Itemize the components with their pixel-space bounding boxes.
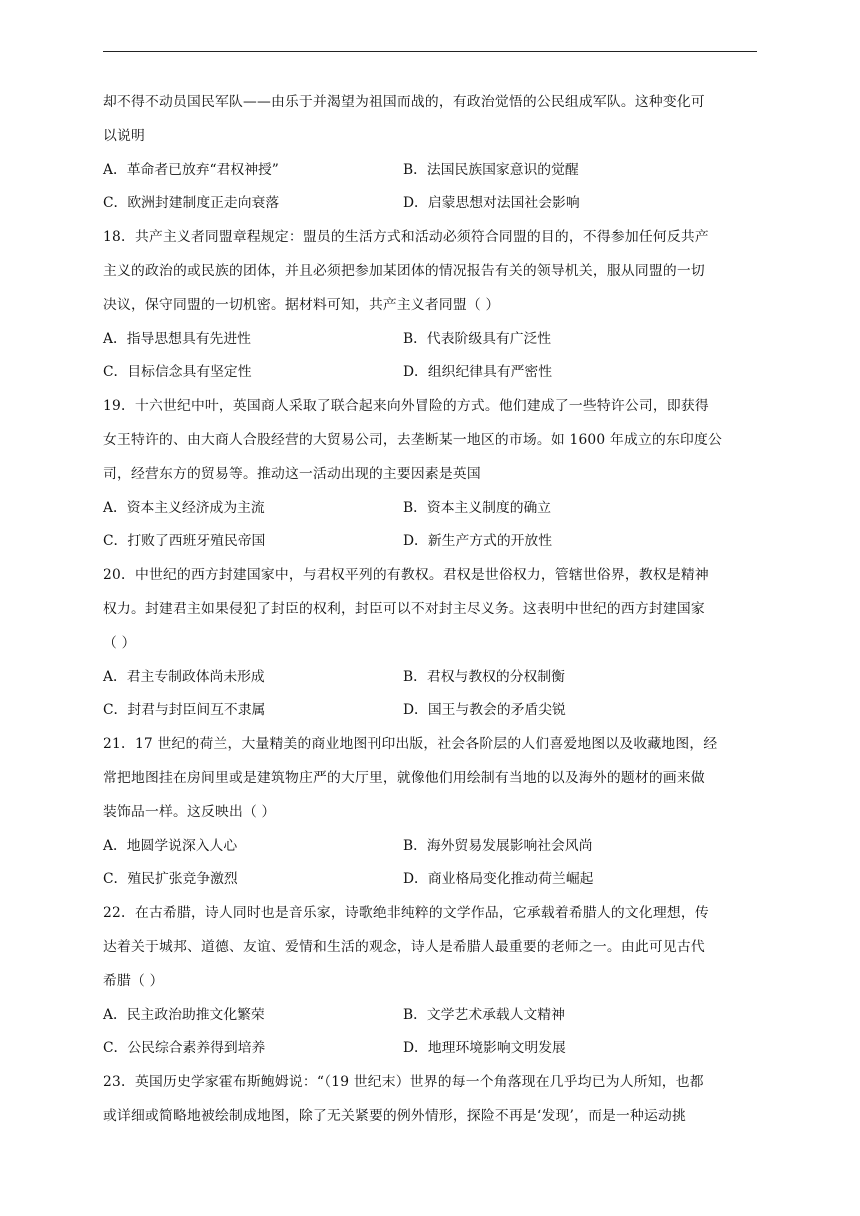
question-list — [103, 86, 759, 1134]
option-b[interactable]: B．资本主义制度的确立 — [403, 499, 552, 516]
option-a[interactable]: A．革命者已放弃“君权神授” — [103, 161, 279, 178]
options-row — [103, 694, 759, 728]
header-rule — [103, 51, 757, 52]
question-text-line: 18．共产主义者同盟章程规定：盟员的生活方式和活动必须符合同盟的目的，不得参加任何反共产 — [103, 229, 709, 246]
question-text-line: 决议，保守同盟的一切机密。据材料可知，共产主义者同盟（ ） — [103, 296, 500, 313]
options-row — [103, 863, 759, 897]
option-a[interactable]: A．地圆学说深入人心 — [103, 837, 238, 854]
option-d[interactable]: D．国王与教会的矛盾尖锐 — [403, 702, 566, 719]
options-row — [103, 525, 759, 559]
question-text-line: 装饰品一样。这反映出（ ） — [103, 803, 276, 820]
question-22 — [103, 897, 759, 1066]
question-21 — [103, 728, 759, 897]
question-18 — [103, 221, 759, 390]
option-d[interactable]: D．组织纪律具有严密性 — [403, 364, 553, 381]
question-text-line: 达着关于城邦、道德、友谊、爱情和生活的观念，诗人是希腊人最重要的老师之一。由此可见古代 — [103, 938, 705, 955]
option-d[interactable]: D．地理环境影响文明发展 — [403, 1040, 566, 1057]
option-c[interactable]: C．公民综合素养得到培养 — [103, 1040, 266, 1057]
option-b[interactable]: B．海外贸易发展影响社会风尚 — [403, 837, 593, 854]
option-c[interactable]: C．封君与封臣间互不隶属 — [103, 702, 266, 719]
question-text-line: 女王特许的、由大商人合股经营的大贸易公司，去垄断某一地区的市场。如 1600 年成立的东印度公 — [103, 431, 722, 448]
option-a[interactable]: A．资本主义经济成为主流 — [103, 499, 265, 516]
question-20 — [103, 559, 759, 728]
option-b[interactable]: B．代表阶级具有广泛性 — [403, 330, 552, 347]
options-row — [103, 999, 759, 1033]
option-b[interactable]: B．文学艺术承载人文精神 — [403, 1006, 565, 1023]
question-text-line: （ ） — [103, 634, 136, 651]
question-text-line: 19．十六世纪中叶，英国商人采取了联合起来向外冒险的方式。他们建成了一些特许公司，即获得 — [103, 398, 709, 415]
options-row — [103, 492, 759, 526]
question-text-line: 权力。封建君主如果侵犯了封臣的权利，封臣可以不对封主尽义务。这表明中世纪的西方封建国家 — [103, 600, 705, 617]
option-a[interactable]: A．指导思想具有先进性 — [103, 330, 251, 347]
option-c[interactable]: C．目标信念具有坚定性 — [103, 364, 252, 381]
question-text-line: 21．17 世纪的荷兰，大量精美的商业地图刊印出版，社会各阶层的人们喜爱地图以及收藏地图，经 — [103, 736, 718, 753]
question-17 — [103, 86, 759, 221]
question-text-line: 20．中世纪的西方封建国家中，与君权平列的有教权。君权是世俗权力，管辖世俗界，教权是精神 — [103, 567, 709, 584]
question-text-line: 主义的政治的或民族的团体，并且必须把参加某团体的情况报告有关的领导机关，服从同盟的一切 — [103, 262, 705, 279]
question-23 — [103, 1066, 759, 1134]
question-19 — [103, 390, 759, 559]
option-b[interactable]: B．君权与教权的分权制衡 — [403, 668, 565, 685]
question-text-line: 希腊（ ） — [103, 972, 164, 989]
options-row — [103, 323, 759, 357]
question-text-line: 23．英国历史学家霍布斯鲍姆说：“（19 世纪末）世界的每一个角落现在几乎均已为人所知，也都 — [103, 1074, 704, 1091]
options-row — [103, 830, 759, 864]
option-c[interactable]: C．欧洲封建制度正走向衰落 — [103, 195, 280, 212]
option-c[interactable]: C．殖民扩张竞争激烈 — [103, 871, 238, 888]
option-c[interactable]: C．打败了西班牙殖民帝国 — [103, 533, 266, 550]
question-text-line: 司，经营东方的贸易等。推动这一活动出现的主要因素是英国 — [103, 465, 481, 482]
options-row — [103, 356, 759, 390]
question-text-line: 或详细或简略地被绘制成地图，除了无关紧要的例外情形，探险不再是‘发现’，而是一种运动挑 — [103, 1107, 687, 1124]
question-text-line: 常把地图挂在房间里或是建筑物庄严的大厅里，就像他们用绘制有当地的以及海外的题材的画来做 — [103, 769, 705, 786]
option-d[interactable]: D．启蒙思想对法国社会影响 — [403, 195, 580, 212]
option-d[interactable]: D．商业格局变化推动荷兰崛起 — [403, 871, 594, 888]
question-text-line: 以说明 — [103, 127, 145, 144]
options-row — [103, 154, 759, 188]
question-text-line: 却不得不动员国民军队——由乐于并渴望为祖国而战的，有政治觉悟的公民组成军队。这种变化可 — [103, 94, 705, 110]
option-d[interactable]: D．新生产方式的开放性 — [403, 533, 553, 550]
option-a[interactable]: A．民主政治助推文化繁荣 — [103, 1006, 265, 1023]
question-text-line: 22．在古希腊，诗人同时也是音乐家，诗歌绝非纯粹的文学作品，它承载着希腊人的文化理想，传 — [103, 905, 709, 922]
option-a[interactable]: A．君主专制政体尚未形成 — [103, 668, 265, 685]
option-b[interactable]: B．法国民族国家意识的觉醒 — [403, 161, 579, 178]
options-row — [103, 1032, 759, 1066]
options-row — [103, 661, 759, 695]
options-row — [103, 187, 759, 221]
